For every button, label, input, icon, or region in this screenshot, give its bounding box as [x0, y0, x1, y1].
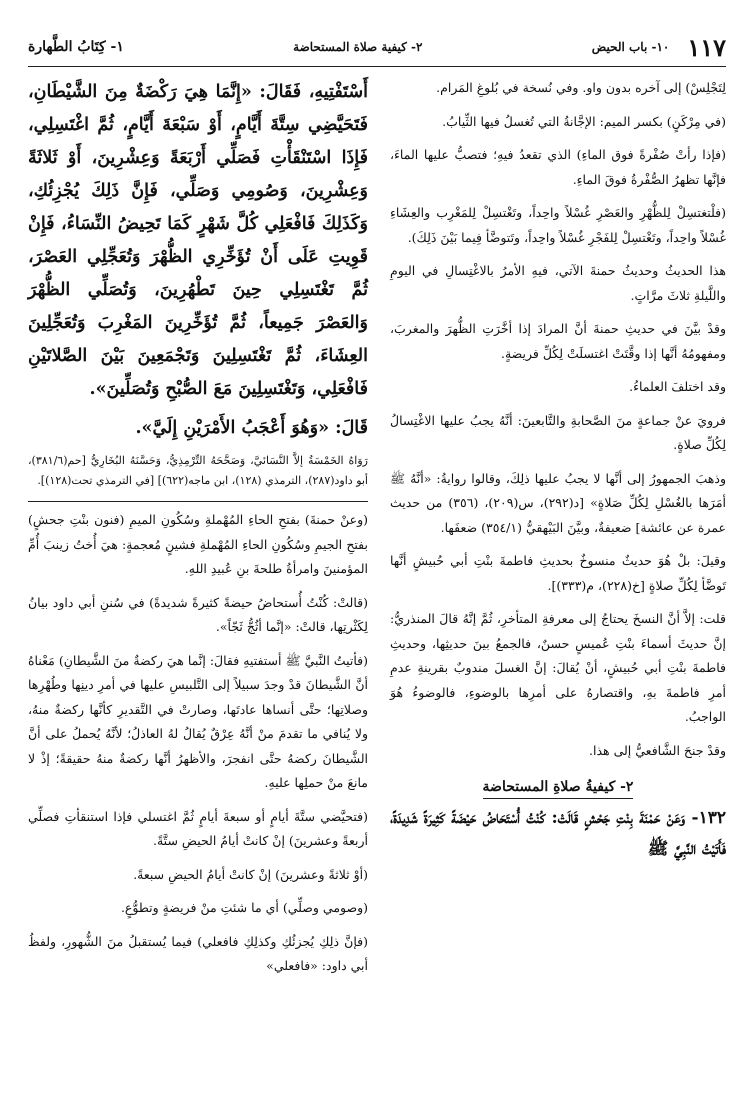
book-title: ١- كِتَابُ الطَّهارة [28, 39, 124, 55]
section-heading [390, 779, 726, 795]
commentary-paragraph: وقدْ جنحَ الشَّافعيُّ إلى هذا. [589, 742, 726, 758]
header-right [592, 33, 726, 62]
commentary-paragraph: قلت: إلاَّ أنَّ النسخَ يحتاجُ إلى معرفةِ المتأخرِ، ثُمَّ إنَّهُ قالَ المنذريُّ: إنَّ حديثَ أسماءَ بنْتِ عُميسٍ حسنٌ، فالجمعُ بينَ حديثِها، وحديثِ فاطمةَ بنْتِ أبي حُبيشٍ، أنْ يُقالَ: إنَّ الغسلَ مندوبٌ بقرينةِ عدمِ أمرِ فاطمةَ بهِ، واقتصارهُ على أمرِها بالوضوءِ، فالوضوءُ هُوَ الواجبُ. [390, 611, 726, 724]
page-number: ١١٧ [687, 32, 726, 62]
left-column [28, 76, 368, 988]
commentary-paragraph: (فأتيتُ النَّبيَّ ﷺ أستفتيهِ فقالَ: إنَّما هيَ ركضةٌ منَ الشَّيطانِ) مَعْناهُ أنَّ الشَّيطانَ قدْ وجدَ سبيلاً إلى التَّلبيسِ عليها في أمرِ دينِها وطُهْرِها وصلاتِها؛ حتَّى أنساها عادتَها، وصارتْ في التَّقديرِ كأنَّها ركضةٌ منهُ، ولا يُنافي ما تقدمَ منْ أنَّهُ عِرْقٌ يُقالُ لهُ العاذلُ؛ لأنَّهُ يُحملُ على أنَّ الشَّيطانَ ركضهُ حتَّى انفجرَ، والأظهرُ أنَّها ركضةٌ منهُ حقيقةً؛ إذْ لا مانعَ منْ حملِها عليهِ. [28, 652, 368, 790]
hadith-text: أَسْتَفْتِيهِ، فَقَالَ: «إِنَّمَا هِيَ رَكْضَةٌ مِنَ الشَّيْطَانِ، فَتَحَيَّضِي سِتَّةَ أَيَّامٍ، أَوْ سَبْعَةَ أَيَّامٍ، ثُمَّ اغْتَسِلِي، فَإِذَا اسْتَنْقَأْتِ فَصَلِّي أَرْبَعَةً وَعِشْرِينَ، أَوْ ثَلاثَةً وَعِشْرِينَ، وَصُومِي وَصَلِّي، فَإِنَّ ذَلِكَ يُجْزِئُكِ، وَكَذَلِكَ فَافْعَلِي كُلَّ شَهْرٍ كَمَا تَحِيضُ النِّسَاءُ، فَإِنْ قَوِيتِ عَلَى أَنْ تُؤَخِّرِي الظُّهْرَ وَتُعَجِّلِي العَصْرَ، ثُمَّ تَغْتَسِلِي حِينَ تَطْهُرِينَ، وَتُصَلِّي الظُّهْرَ وَالعَصْرَ جَمِيعاً، ثُمَّ تُؤَخِّرِينَ المَغْرِبَ وَتُعَجِّلِينَ العِشَاءَ، ثُمَّ تَغْتَسِلِينَ وَتَجْمَعِينَ بَيْنَ الصَّلاتَيْنِ فَافْعَلِي، وَتَغْتَسِلِينَ مَعَ الصُّبْحِ وَتُصَلِّينَ». [28, 82, 368, 399]
commentary-paragraph: هذا الحديثُ وحديثُ حمنةَ الآتي، فيهِ الأمرُ بالاغْتِسالِ في اليومِ واللَّيلةِ ثلاثَ مرَّاتٍ. [390, 263, 726, 303]
commentary-paragraph: (في مِرْكَنٍ) بكسر الميم: الإجَّانةُ التي تُغسلُ فيها الثِّيابُ. [442, 113, 726, 129]
commentary-paragraph: وقد اختلفَ العلماءُ. [629, 379, 726, 394]
commentary-paragraph: (فتحيَّضي ستَّةَ أيامٍ أو سبعةَ أيامٍ ثُمَّ اغتسلي فإذا استنقأتِ فصلِّي أربعةً وعشرينَ) إنْ كانتْ أيامُ الحيضِ ستَّةً. [28, 808, 368, 848]
hadith-closing: قَالَ: «وَهُوَ أَعْجَبُ الأَمْرَيْنِ إِلَيَّ». [135, 418, 368, 438]
right-column [390, 76, 726, 865]
header-rule [28, 66, 726, 67]
commentary-paragraph: فرويَ عنْ جماعةٍ منَ الصَّحابةِ والتَّابعينَ: أنَّهُ يجبُ عليها الاغْتِسالُ لِكُلِّ صلاةٍ. [390, 412, 726, 452]
commentary-paragraph: (أوْ ثلاثةً وعشرينَ) إنْ كانتْ أيامُ الحيضِ سبعةً. [133, 866, 368, 882]
commentary-paragraph: (فلْتغتسِلْ لِلظُّهْرِ والعَصْرِ غُسْلاً واحِداً، وتَغْتسِلْ لِلمَغْرِب والعِشَاءِ غُسْلاً واحِداً، وتَغْتسِلْ لِلفَجْرِ غُسْلاً واحِداً، وتَتوضَّأ فِيما بَيْنَ ذَلِكَ). [390, 205, 726, 245]
commentary-paragraph: (قالتْ: كُنْتُ أُستحاضُ حيضةً كثيرةً شديدةً) في سُننِ أبي داود بيانُ لِكَثْرتِها، قالتْ: «إنَّما أثُجُّ ثَجّاً». [28, 594, 368, 634]
commentary-paragraph: (فإنَّ ذلِكِ يُجزئُكِ وكذلِكِ فافعلي) فيما يُستقبلُ منَ الشُّهورِ، ولفظُ أبي داود: «فافعلي» [28, 933, 368, 973]
takhrij-note: رَوَاهُ الخَمْسَةُ إلاَّ النَّسَائيَّ، وَصَحَّحَهُ التِّرْمِذِيُّ، وَحَسَّنَهُ البُخَارِيُّ [حم(٣٨١/٦)، أبو داود(٢٨٧)، الترمذي (١٢٨)، ابن ماجه(٦٢٢)] [في الترمذي تحت(١٢٨)]. [28, 454, 368, 487]
section-heading-text: ٢- كيفيةُ صلاةِ المستحاضة [483, 779, 634, 799]
running-header [28, 30, 726, 64]
commentary-paragraph: وقيلَ: بلْ هُوَ حديثٌ منسوخٌ بحديثِ فاطمةَ بنْتِ أبي حُبيشٍ أنَّها تَوضَّأ لِكُلِّ صلاةٍ [خ(٢٢٨)، م(٣٣٣)]. [390, 553, 726, 593]
commentary-paragraph: وذهبَ الجمهورُ إلى أنَّها لا يجبُ عليها ذلِكَ، وقالوا روايةُ: «أنَّهُ ﷺ أمَرَها بالغُسْلِ لِكُلِّ صَلاةٍ» [د(٢٩٢)، س(٢٠٩)، (٣٥٦) من حديث عمرة عن عائشة] ضعيفةٌ، وبيَّنَ البَيْهقيُّ (٣٥٤/١) ضعفَها. [390, 470, 726, 535]
commentary-paragraph: (وعنْ حمنةَ) بفتحِ الحاءِ المُهْملةِ وسُكُونِ الميمِ (فنون بنْتِ جحشٍ) بفتحِ الجيمِ وسُكُونِ الحاءِ المُهْملةِ فشينٍ مُعجمةٍ: هيَ أُختُ زينبَ أُمِّ المؤمنينَ وامرأةُ طلحةَ بنِ عُبيدِ اللهِ. [28, 512, 368, 576]
hadith-text: ١٣٢- وَعَنْ حَمْنَةَ بِنْتِ جَحْشٍ قَالَتْ: كُنْتُ أُسْتَحَاضُ حَيْضَةً كَثِيرَةً شَدِيدَةً، فَأَتَيْتُ النَّبِيَّ ﷺ [390, 808, 726, 859]
commentary-paragraph: (وصومي وصلِّي) أي ما شئتِ منْ فريضةٍ وتطوُّعٍ. [120, 900, 368, 915]
commentary-paragraph: (فإذا رأتْ صُفْرةً فوق الماءِ) الذي تقعدُ فيهِ؛ فتصبُّ عليها الماءَ، فإنَّها تظهرُ الصُّفْرةُ فوقَ الماءِ. [390, 147, 726, 187]
section-running-title: ٢- كيفية صلاة المستحاضة [293, 40, 423, 54]
chapter-title: ١٠- باب الحيض [591, 40, 670, 54]
divider [28, 501, 368, 502]
commentary-paragraph: لِتَجْلِسْ) إلى آخره بدون واو. وفي نُسخة في بُلوغِ المَرام. [436, 80, 726, 95]
commentary-paragraph: وقدْ بيَّنَ في حديثِ حمنةَ أنَّ المرادَ إذا أخَّرَتِ الظُّهرَ والمغربَ، ومفهومُهُ أنَّها إذا وقَّتَتْ اغتسلَتْ لِكُلِّ فريضةٍ. [390, 321, 726, 361]
